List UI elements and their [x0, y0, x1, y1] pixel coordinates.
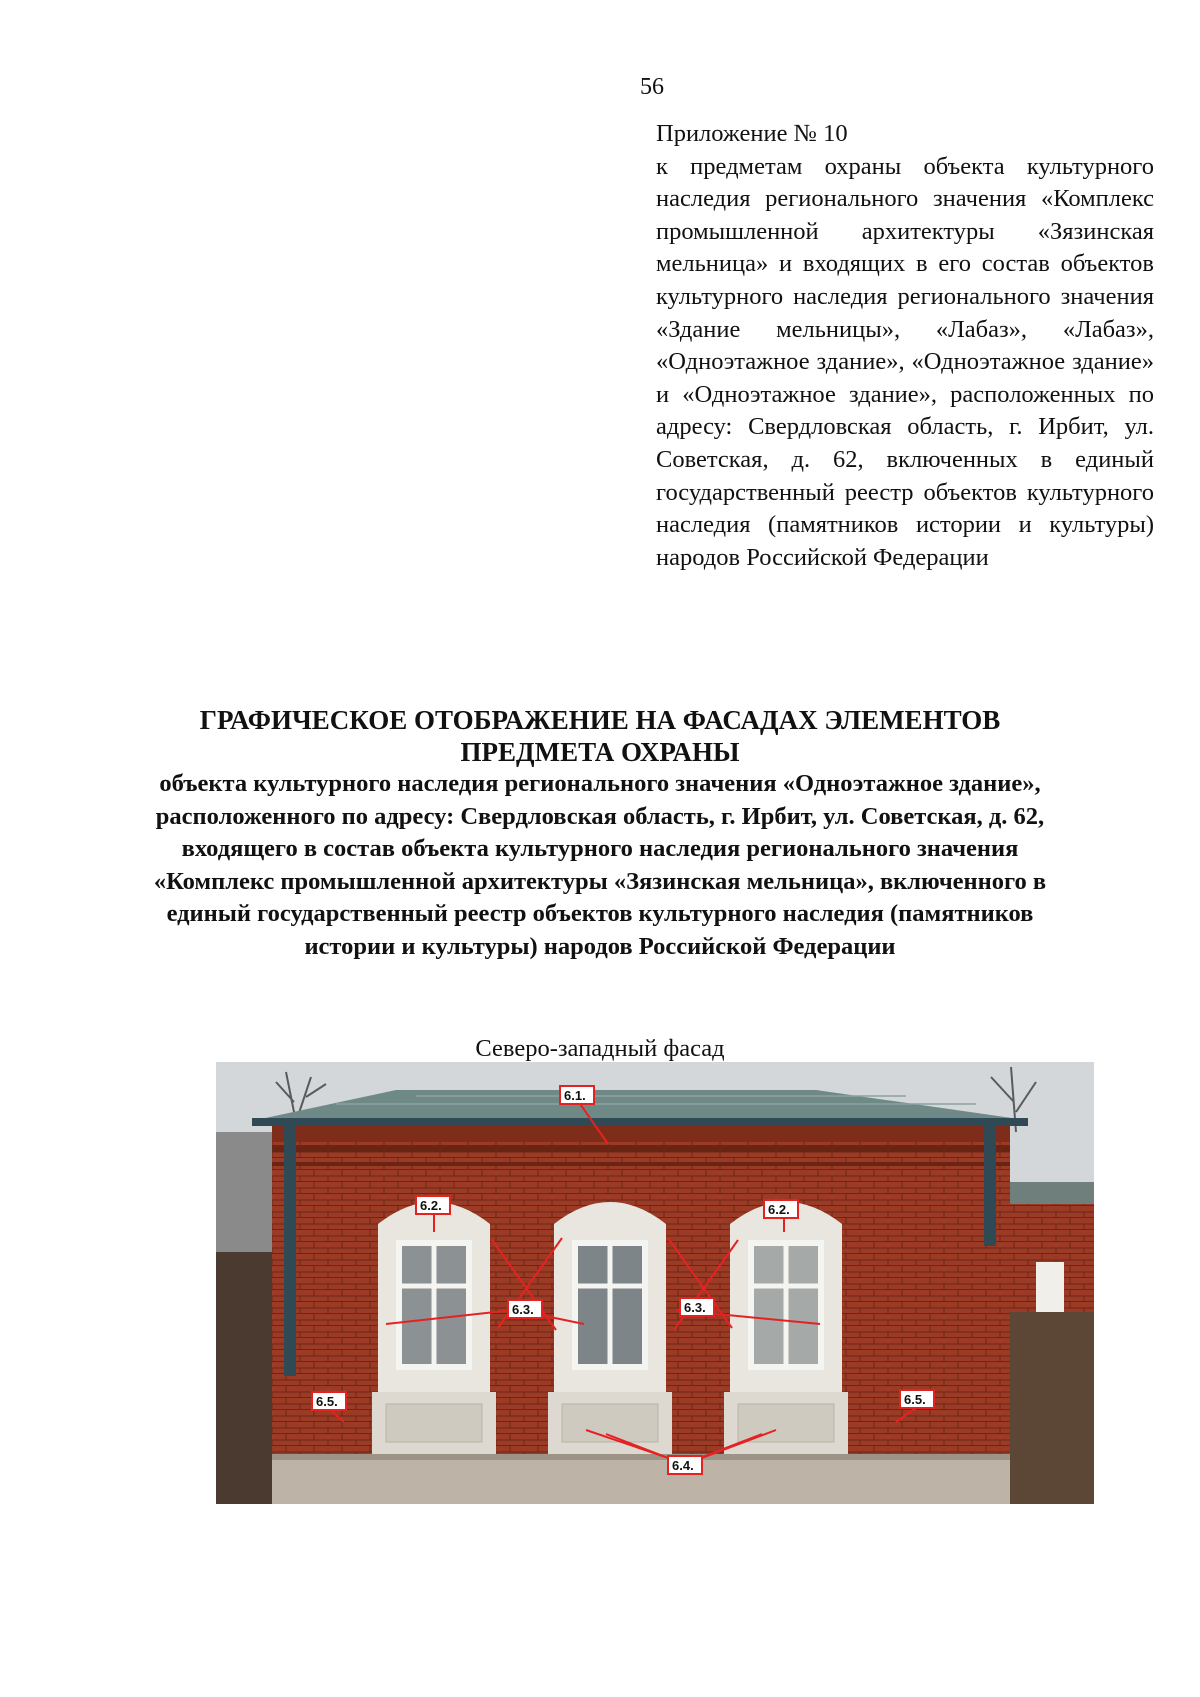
marker-6-2-right — [764, 1200, 798, 1218]
facade-illustration — [216, 1062, 1094, 1504]
page-number: 56 — [640, 74, 664, 100]
facade-caption: Северо-западный фасад — [475, 1035, 725, 1062]
marker-6-4 — [668, 1456, 702, 1474]
appendix-title: Приложение № 10 — [656, 120, 848, 147]
svg-text:6.5.: 6.5. — [316, 1394, 338, 1409]
heading-subtitle: объекта культурного наследия регионального значения «Одноэтажное здание», расположенного по адресу: Свердловская область, г. Ирбит, ул. Советская, д. 62, входящего в состав объекта культурного наследия регионального значения «Комплекс промышленной архитектуры «Зязинская мельница», включенного в единый государственный реестр объектов культурного наследия (памятников истории и культуры) народов Российской Федерации — [153, 770, 1047, 960]
appendix-header — [656, 118, 1154, 574]
marker-6-5-right — [900, 1390, 934, 1408]
plinth — [272, 1454, 1010, 1504]
marker-6-3-left — [508, 1300, 542, 1318]
svg-text:6.2.: 6.2. — [768, 1202, 790, 1217]
appendix-body: к предметам охраны объекта культурного наследия регионального значения «Комплекс промышленной архитектуры «Зязинская мельница» и входящих в его состав объектов культурного наследия регионального значения «Здание мельницы», «Лабаз», «Лабаз», «Одноэтажное здание», «Одноэтажное здание» и «Одноэтажное здание», расположенных по адресу: Свердловская область, г. Ирбит, ул. Советская, д. 62, включенных в единый государственный реестр объектов культурного наследия (памятников истории и культуры) народов Российской Федерации — [656, 152, 1154, 571]
svg-text:6.5.: 6.5. — [904, 1392, 926, 1407]
gutter — [252, 1118, 1028, 1126]
heading-main: ГРАФИЧЕСКОЕ ОТОБРАЖЕНИЕ НА ФАСАДАХ ЭЛЕМЕНТОВ ПРЕДМЕТА ОХРАНЫ — [199, 705, 1001, 767]
document-heading — [150, 704, 1050, 963]
downpipe-left — [284, 1126, 296, 1376]
svg-text:6.3.: 6.3. — [684, 1300, 706, 1315]
svg-text:6.4.: 6.4. — [672, 1458, 694, 1473]
facade-photo — [216, 1062, 1094, 1504]
marker-6-2-left — [416, 1196, 450, 1214]
window-center — [548, 1202, 672, 1454]
downpipe-right — [984, 1126, 996, 1246]
window-right — [724, 1202, 848, 1454]
marker-6-5-left — [312, 1392, 346, 1410]
marker-6-3-right — [680, 1298, 714, 1316]
svg-text:6.3.: 6.3. — [512, 1302, 534, 1317]
svg-text:6.1.: 6.1. — [564, 1088, 586, 1103]
window-left — [372, 1202, 496, 1454]
marker-6-1 — [560, 1086, 594, 1104]
svg-text:6.2.: 6.2. — [420, 1198, 442, 1213]
